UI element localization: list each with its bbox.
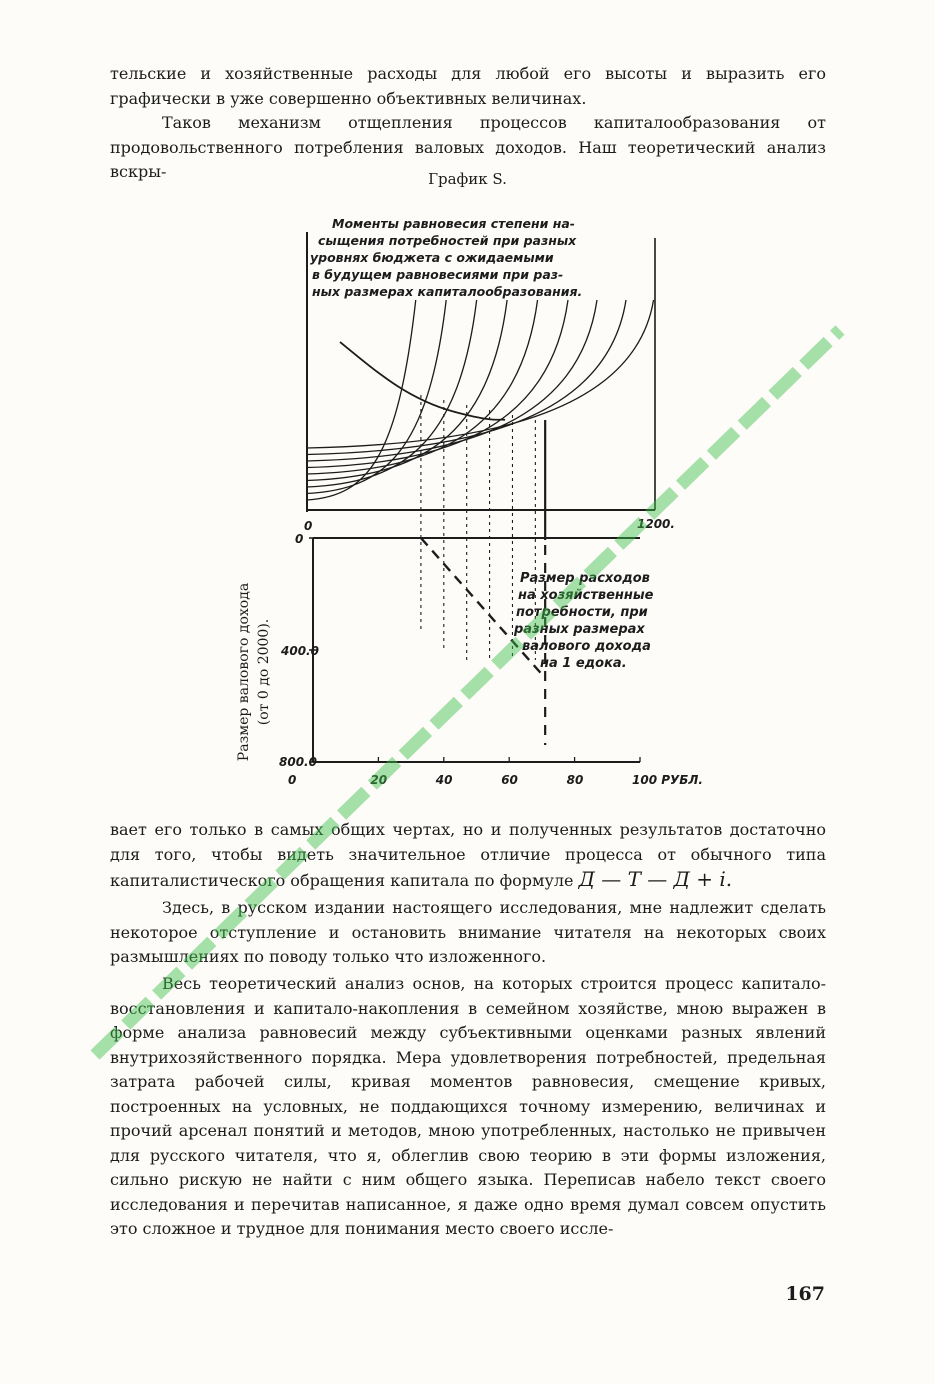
bottom-annotation-line: Размер расходов (520, 571, 650, 586)
top-annotation-line: уровнях бюджета с ожидаемыми (310, 250, 554, 265)
family-curve (307, 300, 446, 494)
top-x-tick-label: 0 (304, 519, 313, 533)
top-annotation-line: сыщения потребностей при разных (318, 233, 577, 248)
bottom-y-label-line: Размер валового дохода (236, 582, 252, 762)
family-curve (307, 300, 477, 487)
page-number: 167 (785, 1283, 825, 1305)
top-annotation-line: Моменты равновесия степени на- (332, 216, 575, 231)
bottom-annotation-line: потребности, при (516, 605, 648, 620)
formula: Д — Т — Д + i. (578, 867, 733, 891)
bottom-paragraph-2: Здесь, в русском издании настоящего исследования, мне надлежит сделать некоторое отступление и остановить внимание читателя на некоторых своих размышлениях по поводу только что изложенного. (110, 898, 826, 966)
top-annotation-line: в будущем равновесиями при раз- (312, 267, 564, 282)
bottom-annotation-line: на хозяйственные (518, 588, 654, 603)
top-paragraph-line-2: Таков механизм отщепления процессов капиталообразования от продовольственного потребления валовых доходов. Наш теоретический анализ вскры- (110, 113, 826, 181)
figure-caption: График S. (428, 170, 507, 188)
bottom-y-tick-label: 800.0 (279, 755, 317, 769)
bottom-annotation-line: валового дохода (522, 639, 651, 654)
top-annotation-line: ных размерах капиталообразования. (312, 284, 583, 299)
bottom-annotation-line: разных размерах (514, 622, 645, 637)
family-curve (307, 300, 654, 448)
bottom-x-tick-label: 60 (501, 773, 518, 787)
bottom-x-tick-label: 20 (370, 773, 388, 787)
bottom-y-tick-label: 400.0 (281, 644, 319, 658)
bottom-paragraph-3: Весь теоретический анализ основ, на которых строится процесс капитало-восстановления и капитало-накопления в семейном хозяйстве, мною выражен в форме анализа равновесий между субъективными оценками разных явлений внутрихозяйственного порядка. Мера удовлетворения потребностей, предельная затрата рабочей силы, кривая моментов равновесия, смещение кривых, построенных на условных, не поддающихся точному измерению, величинах и прочий арсенал понятий и методов, мною употребленных, настолько не привычен для русского читателя, что я, облеглив свою теорию в эти формы изложения, сильно рискую не найти с ним общего языка. Переписав набело текст своего исследования и перечитав написанное, я даже одно время думал совсем опустить это сложное и трудное для понимания место своего иссле- (110, 974, 826, 1238)
top-x-tick-label: 1200. (637, 517, 675, 531)
family-curve (307, 300, 626, 455)
bottom-paragraph-1-text: вает его только в самых общих чертах, но и полученных результатов достаточно для того, чтобы видеть значительное отличие процесса от обычного типа капиталистического обращения капитала по формуле (110, 820, 826, 890)
top-panel (304, 216, 675, 533)
bottom-x-tick-label: 40 (435, 773, 453, 787)
bottom-y-label (236, 583, 272, 761)
bottom-y-tick-label: 0 (295, 532, 304, 546)
bottom-x-tick-label: 0 (288, 773, 297, 787)
bottom-x-tick-label: 80 (566, 773, 584, 787)
bottom-paragraph-1 (110, 818, 826, 894)
bottom-y-label-line: (от 0 до 2000). (256, 618, 272, 726)
top-paragraph-line-1: тельские и хозяйственные расходы для любой его высоты и выразить его графически в уже совершенно объективных величинах. (110, 64, 826, 108)
bottom-x-tick-label: 100 РУБЛ. (632, 773, 703, 787)
family-curve (307, 300, 568, 468)
bottom-annotation-line: на 1 едока. (540, 656, 627, 671)
